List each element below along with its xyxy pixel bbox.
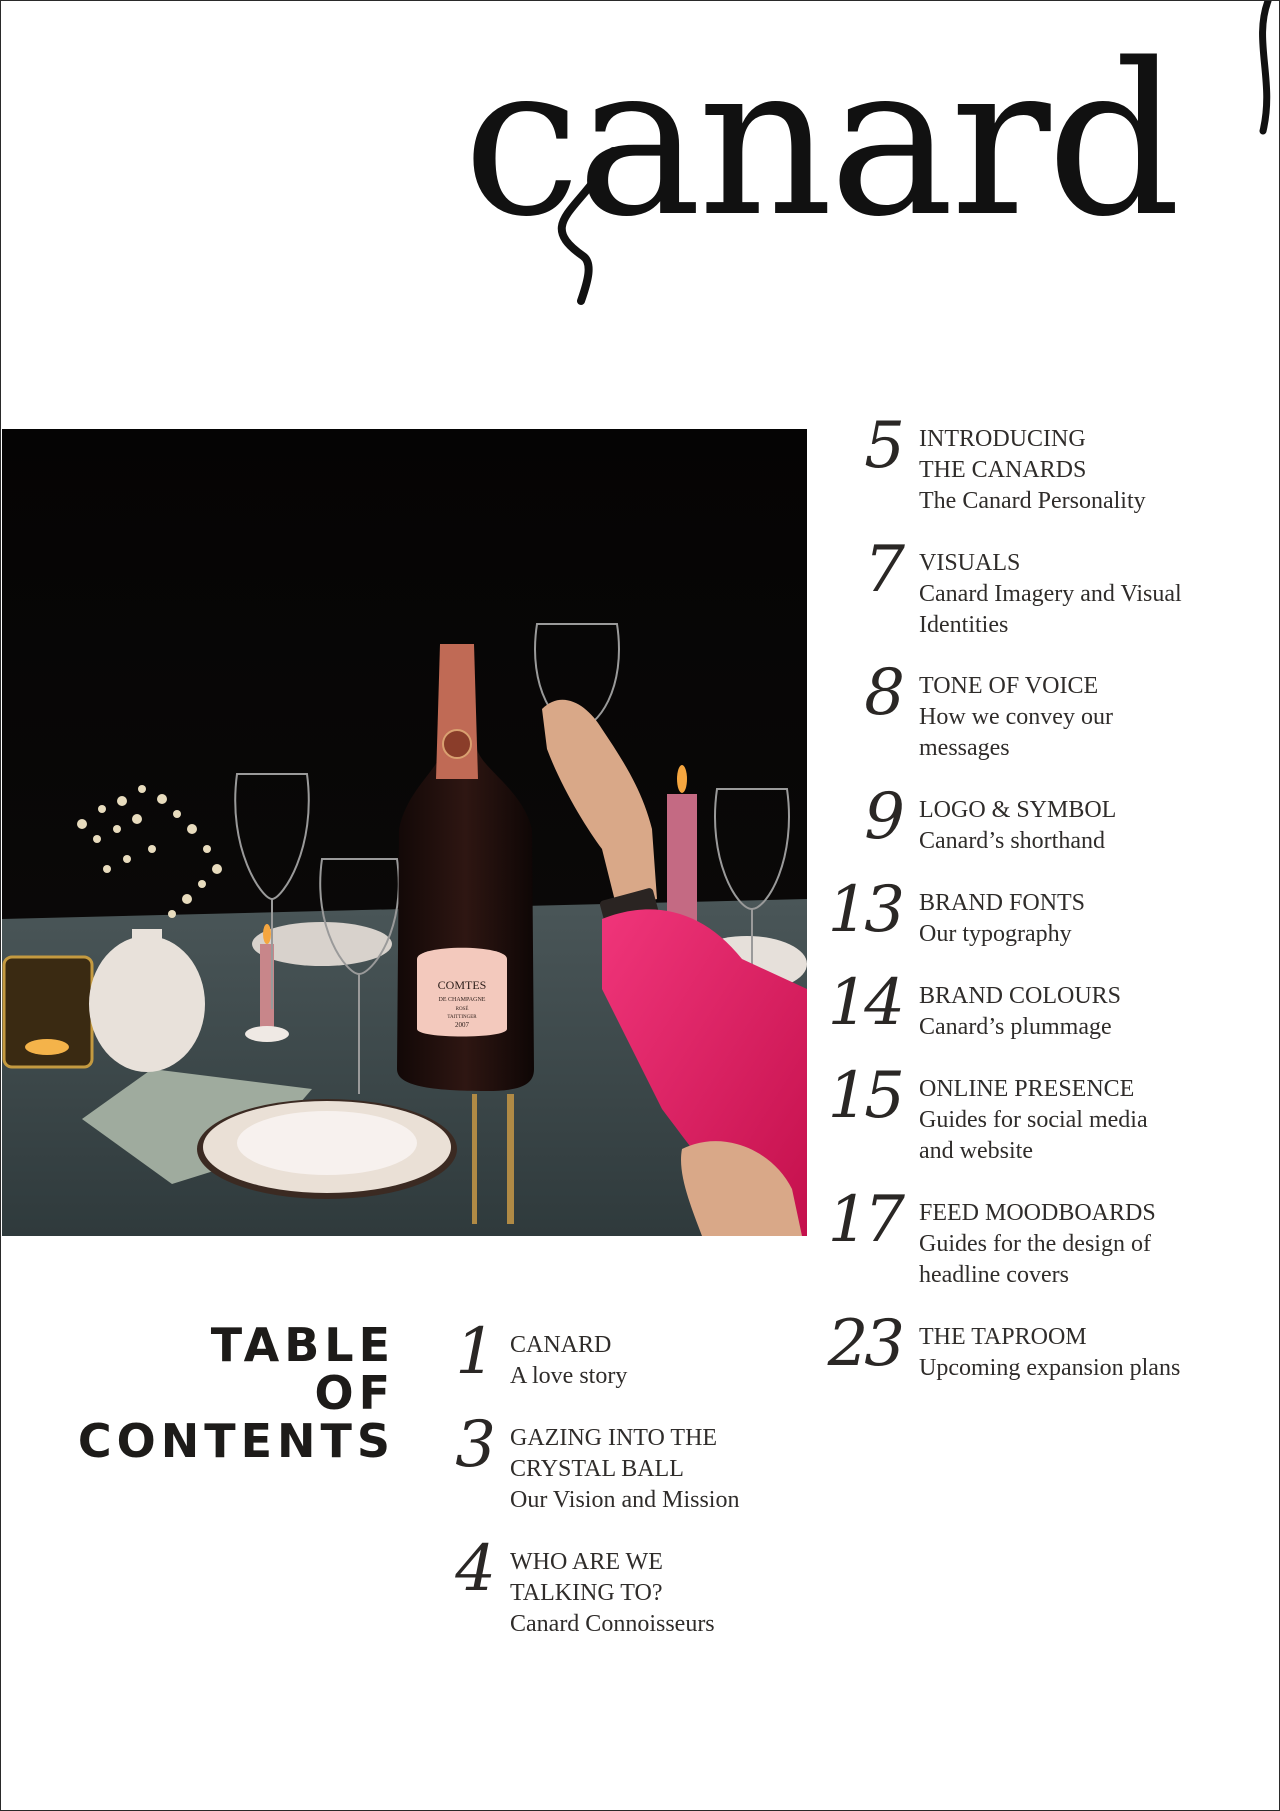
entry-page-number: 7 (864, 533, 901, 607)
toc-entry-canard[interactable] (455, 1315, 628, 1392)
toc-entry-introducing[interactable] (864, 409, 1146, 517)
toc-entry-logo-symbol[interactable] (864, 780, 1117, 857)
toc-entry-brand-colours[interactable] (827, 966, 1122, 1043)
toc-entry-gazing[interactable] (455, 1408, 740, 1516)
bottle-label-line: COMTES (437, 978, 487, 992)
entry-subtitle: Our typography (919, 921, 1072, 947)
toc-entry-visuals[interactable] (864, 533, 1182, 641)
entry-subtitle: Canard Connoisseurs (510, 1611, 715, 1637)
toc-heading-line: TABLE (210, 1318, 395, 1372)
entry-title: VISUALS (919, 550, 1021, 576)
toc-entry-feed-moodboards[interactable] (827, 1183, 1156, 1291)
entry-title: BRAND FONTS (919, 890, 1086, 916)
entry-title: LOGO & SYMBOL (919, 797, 1117, 823)
entry-title: GAZING INTO THE CRYSTAL BALL (510, 1425, 718, 1482)
entry-subtitle: Canard’s shorthand (919, 828, 1105, 854)
toc-entry-tone-of-voice[interactable] (864, 656, 1113, 764)
entry-page-number: 3 (455, 1408, 492, 1482)
entry-page-number: 1 (455, 1315, 492, 1389)
entry-title: WHO ARE WE TALKING TO? (510, 1549, 663, 1606)
bottle-label-line: ROSÉ (455, 1007, 469, 1012)
entry-subtitle: Our Vision and Mission (510, 1487, 740, 1513)
entry-title: ONLINE PRESENCE (919, 1076, 1135, 1102)
entry-subtitle: Guides for the design of headline covers (919, 1231, 1151, 1288)
entry-subtitle: The Canard Personality (919, 488, 1146, 514)
entry-subtitle: How we convey our messages (919, 704, 1113, 761)
entry-title: INTRODUCING THE CANARDS (919, 426, 1087, 483)
entry-title: FEED MOODBOARDS (919, 1200, 1156, 1226)
entry-page-number: 4 (455, 1532, 492, 1606)
logo-wordmark: canard (463, 18, 1178, 263)
entry-page-number: 14 (827, 966, 901, 1040)
entry-page-number: 13 (827, 873, 901, 947)
dinner-table-photo (2, 429, 807, 1236)
entry-page-number: 15 (827, 1059, 901, 1133)
toc-heading-line: OF (314, 1366, 395, 1420)
toc-entry-who-are-we[interactable] (455, 1532, 715, 1640)
entry-title: TONE OF VOICE (919, 673, 1099, 699)
toc-heading (41, 1318, 395, 1468)
toc-entry-online-presence[interactable] (827, 1059, 1148, 1167)
bottle-label-line: 2007 (455, 1021, 469, 1029)
toc-heading-line: CONTENTS (77, 1414, 395, 1468)
entry-subtitle: Upcoming expansion plans (919, 1355, 1181, 1381)
entry-page-number: 5 (864, 409, 901, 483)
entry-subtitle: Canard Imagery and Visual Identities (919, 581, 1182, 638)
bottle-label-line: TAITTINGER (447, 1015, 477, 1020)
entry-title: CANARD (510, 1332, 612, 1358)
entry-page-number: 9 (864, 780, 901, 854)
entry-page-number: 23 (827, 1307, 901, 1381)
entry-page-number: 17 (827, 1183, 901, 1257)
entry-subtitle: Guides for social media and website (919, 1107, 1148, 1164)
entry-title: THE TAPROOM (919, 1324, 1087, 1350)
toc-entry-the-taproom[interactable] (827, 1307, 1181, 1384)
entry-subtitle: A love story (510, 1363, 628, 1389)
toc-entry-brand-fonts[interactable] (827, 873, 1086, 950)
entry-subtitle: Canard’s plummage (919, 1014, 1112, 1040)
entry-page-number: 8 (864, 656, 901, 730)
entry-title: BRAND COLOURS (919, 983, 1122, 1009)
bottle-label-line: DE CHAMPAGNE (438, 997, 486, 1003)
canard-logo (463, 1, 1280, 313)
